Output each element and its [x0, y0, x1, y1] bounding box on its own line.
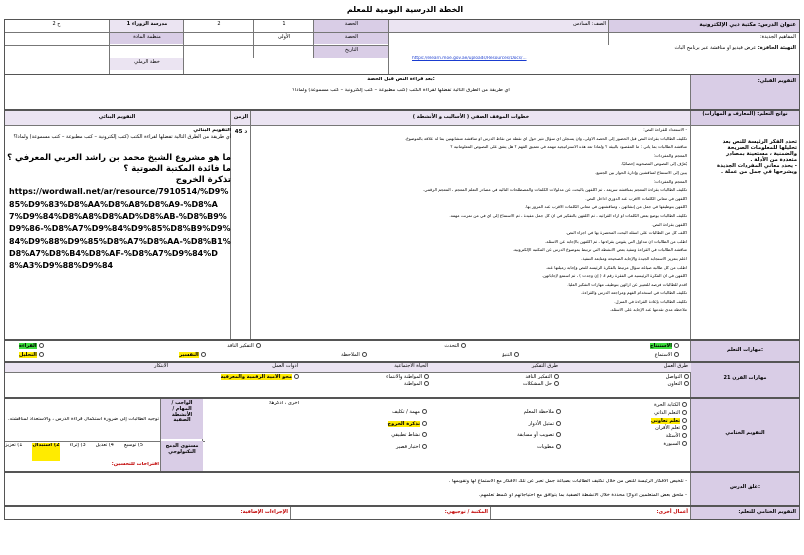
strategy-board[interactable]: السبورة — [567, 441, 687, 449]
main-table — [4, 110, 800, 340]
col-number: 2 — [217, 21, 221, 27]
intro-link[interactable]: https://elearn.moe.gov.ae/uploads/Resources/Docs/... — [412, 56, 527, 61]
level-3[interactable]: 3) إثراء — [69, 443, 86, 448]
col-header-outcomes: نواتج التعلم: (المعارف و المهارات) — [691, 111, 799, 125]
century-col3 — [303, 374, 429, 398]
time-value: 45 د — [234, 129, 248, 135]
century-col1-title: طرق العمل — [561, 363, 691, 372]
intro-text: عرض فيديو أو مناقشة عبر برنامج الباث — [674, 45, 757, 51]
skill-reading[interactable]: القراءة — [19, 343, 44, 352]
outcome-line: - يحدد معاني المفردات الجديدة — [717, 163, 797, 170]
period-value: الأولى — [277, 34, 291, 40]
level-5[interactable]: 5) توسيع — [123, 443, 144, 448]
formative-q2: ما فائدة المكتبة الصوتية ؟ — [123, 164, 231, 175]
footer-col2: أعمال أخرى: — [656, 509, 688, 515]
level-2[interactable]: 2) استبدال — [32, 443, 59, 461]
closure-line2: - ملحق بعض المتعلمين أدوارًا محددة خلال الأنشطة الصفية بما يتوافق مع احتياجاتهم أو كنمط تعلمهم. — [478, 493, 687, 498]
century-communication[interactable]: التواصل — [563, 374, 689, 381]
week-value: 1 — [282, 21, 286, 27]
century-col4 — [173, 374, 299, 398]
century-problem-solving[interactable]: حل المشكلات — [433, 381, 559, 388]
steps-list — [255, 128, 687, 338]
step-line: أقدم للطالبات فرصة للتعبير عن آرائهن بتوظيف مهارات التفكير العليا. — [567, 282, 687, 287]
strategy-competition[interactable]: تصويب أو مسابقة — [431, 430, 561, 442]
strategy-teacher-obs[interactable]: ملاحظة المعلم — [431, 407, 561, 419]
strategy-self-learning[interactable]: التعلم الذاتي — [567, 410, 687, 418]
step-line: أكلفهن في أن الفكرة الرئيسية في الفقرة رقم 3 ( إن وجدت ) ، ثم أستمع لإجاباتهن. — [541, 274, 687, 279]
strategy-questions[interactable]: الأسئلة — [567, 433, 687, 441]
strategies-other: أخرى ، اذكرها: — [268, 401, 299, 406]
strategy-cooperative[interactable]: تعلم تعاوني — [567, 418, 687, 426]
level-1[interactable]: 1) تعزيز — [5, 443, 23, 448]
strategy-task[interactable]: مهمة / تكليف — [299, 407, 427, 419]
footer-col3: المكتبة / توجيهي: — [444, 509, 488, 515]
header-table — [4, 19, 800, 77]
closure-line1: - تلخيص الأفكار الرئيسة للنص من خلال تكليف الطالبات بصياغة جمل تعبر عن تلك الأفكار مع الاستماع لها وتقويمها . — [448, 479, 687, 484]
century-col3-title: الحياة الاجتماعية — [301, 363, 431, 372]
step-line: تكليف الطالبات بإعادة القراءة في المنزل. — [614, 299, 687, 304]
col-header-time: الزمن — [231, 111, 251, 125]
skill-listening[interactable]: الاستماع — [655, 352, 679, 361]
century-cooperation[interactable]: التعاون — [563, 381, 689, 388]
new-concepts-label: المفاهيم الجديدة: — [759, 34, 796, 40]
col-header-steps: خطوات الموقف الصفي ( الأساليب و الأنشطة ) — [251, 111, 691, 125]
week-label: الحصة — [314, 20, 389, 32]
skills-row1 — [19, 343, 679, 352]
step-line: تكليف الطالبات بوضع بعض الكلمات أو آراء القرائية ، ثم أكلفهن بالتفكير في أن كل جمل مفيدة ، ثم الاستماع إلى أي في من تمرنت مهمة. — [449, 213, 687, 218]
pre-reading-text: أي طريقة من الطرق التالية تفضلها لقراءة الكتب (كتب مطبوعة – كتب إلكترونية – كتب مسموعة) ولماذا؟ — [292, 88, 510, 93]
outcomes-list — [693, 139, 797, 229]
formative-url[interactable]: https://wordwall.net/ar/resource/7910514/%D9%85%D9%83%D8%AA%D8%A8%D8%A9-%D8%A7%D9%84%D8%A8%D8%AD%D8%AB-%D8%B9%D9%86-%D8%A7%D9%84%D9%85%D8%B9%D9%84%D9%88%D9%85%D8%A7%D8%AA-%D8%B1%D8%A7%D8%B4%D8%AF-%D8%A7%D9%84%D8%A3%D9%88%D9%84 — [9, 187, 231, 271]
level-4[interactable]: 4) تعديل — [95, 443, 114, 448]
step-line: مناقشة الطالبات بما يأتي : ما المقصود بالبيئة ؟ ولماذا تعد هذه الاستراتيجية مهمة في تعميق الفهم ؟ هل يتفق على النصوص المعلوماتية ؟ — [450, 145, 687, 150]
steps-ul — [255, 128, 687, 317]
closure-row — [4, 472, 800, 506]
skills-row — [4, 340, 800, 362]
subject-label: منظمة المادة — [110, 33, 184, 44]
pre-eval-row — [4, 74, 800, 110]
pre-eval-label: التقويم القبلي: — [691, 75, 799, 110]
step-line: أطلب من الطالبات أن تتداول التي يقومن بقراءتها ، ثم أكلفهن بالإجابة عن الأسئلة. — [544, 239, 687, 244]
homework-title: الواجب / المهام / الأنشطة الصفية — [161, 399, 203, 439]
skill-speaking[interactable]: التحدث — [444, 343, 466, 352]
footer-col4: الإجراءات الإضافية: — [240, 509, 288, 515]
century-digital-literacy[interactable]: محو الأمية الرقمية والمعرفية — [173, 374, 299, 381]
skill-prediction[interactable]: التنبؤ — [502, 352, 519, 361]
skill-interpretation[interactable]: التفسير — [179, 352, 205, 361]
step-line: المعجم والمفردات: — [653, 179, 687, 184]
century-row — [4, 362, 800, 398]
period-label: الحصة — [314, 33, 389, 44]
step-line: أكلفهن في معاني الكلمات الأقرب عند الدوري اداخل النص. — [585, 196, 687, 201]
outcome-line: تحدد الفكر الرئيسة للنص بعد — [722, 139, 797, 145]
intro-label: التهيئة الحافزة: — [757, 45, 796, 51]
skill-inference[interactable]: الاستنتاج — [650, 343, 679, 352]
homework-text: توجيه الطالبات إلى ضرورة استكمال قراءة الدرس ، والاستعداد لمناقشته. — [7, 417, 159, 422]
century-critical[interactable]: التفكير الناقد — [433, 374, 559, 381]
strategies-col3 — [299, 407, 427, 469]
step-line: أكلف كل من الطالبات على أسئلة البحث المحضرة بها في أجزاء النص. — [565, 231, 687, 236]
formative-q3: تذكرة الخروج — [175, 175, 231, 186]
strategy-folds[interactable]: مطويات — [431, 442, 561, 454]
school-name: مدرسة الزوراء 1 — [110, 20, 184, 32]
skills-label: مهارات التعلم: — [691, 341, 799, 362]
skill-critical-thinking[interactable]: التفكير الناقد — [227, 343, 261, 352]
skills-row2 — [19, 352, 679, 361]
century-col4-title: أدوات العمل — [171, 363, 301, 372]
skill-analysis[interactable]: التحليل — [19, 352, 44, 361]
page-title: الخطة الدرسية اليومية للمعلم — [346, 5, 464, 14]
intro-row — [399, 45, 799, 55]
date-label: التاريخ — [314, 46, 389, 58]
century-col5-title: الابتكار — [4, 363, 171, 372]
step-line: - الاستعداد للقراءة النص: — [643, 128, 687, 132]
strategy-role-play[interactable]: تمثيل الأدوار — [431, 419, 561, 431]
col-header-evaluation: التقويم البنائي — [4, 111, 231, 125]
improvement-note: اقتراحات للتحسين: — [111, 462, 159, 467]
formative-title: التقويم البنائي — [193, 128, 231, 133]
strategy-quiz[interactable]: اختبار قصير — [299, 442, 427, 454]
strategies-row — [4, 398, 800, 472]
step-line: المعجم والمفردات: — [653, 153, 687, 158]
outcome-line: والضمنية ، مستعينة بمصادر — [726, 151, 797, 158]
century-col1 — [563, 374, 689, 398]
lesson-title: عنوان الدرس: مكتبة دبي الإلكترونية — [609, 20, 799, 32]
formative-eval — [7, 128, 231, 338]
century-citizenship-2[interactable]: المواطنة — [303, 381, 429, 388]
skill-observation[interactable]: الملاحظة — [341, 352, 367, 361]
century-col2-title: طرق التفكير — [431, 363, 561, 372]
step-line: ملاحظة مدى تقدمها عند الإجابة على الأسئلة. — [609, 308, 687, 313]
footer-col1: التقويم الختامي للتعلم: — [691, 507, 799, 520]
plan-label: خطة الرملي — [110, 58, 184, 70]
strategy-free-writing[interactable]: الكتابة الحرة — [567, 402, 687, 410]
strategy-applied[interactable]: نشاط تطبيقي — [299, 430, 427, 442]
school-sub: ح 2 — [52, 21, 61, 27]
formative-intro: أي طريقة من الطرق التالية تفضلها لقراءة الكتب (كتب إلكترونية – كتب مطبوعة – كتب مسموعة) ولماذا؟ — [13, 133, 231, 140]
levels-list — [5, 443, 159, 461]
step-line: مناقشة الطالبات في القراءة وتنفيذ بعض الأنشطة التي ترتبط بموضوع الدرس عن المكتبة الإلكترونية. — [512, 248, 687, 253]
step-line: أعلم بتعزيز الاستجابة الجيدة والإجابة الصحيحة ومتابعة التنفيذ. — [581, 256, 687, 261]
step-line: يُعرّف إلى النصوص المصحوبة إحصائيًا. — [620, 162, 687, 167]
step-line: تكليف الطالبات في استخدام الفهم ومراجعة الدرس والقراءة. — [581, 291, 687, 296]
outcome-line: ويشرحها في جمل من عملة . — [720, 169, 797, 176]
outcome-line: متعددة من الأدلة . — [750, 157, 797, 164]
step-line: أطلب من كل طالبة صياغة سؤال مرتبط بالفكرة الرئيسة للنص وإجابة زميلتها عنه. — [545, 265, 687, 270]
century-label: مهارات القرن 21 — [691, 363, 799, 398]
strategies-col2 — [431, 407, 561, 469]
formative-q1: ما هو مشروع الشيخ محمد بن راشد العربي المعرفي ؟ — [7, 152, 231, 163]
step-line: تكليف الطالبات بقراءة النص قبل الحضور إلى الحصة الأولى، وأن يسجلن أي سؤال تثير حول أي نقطة من نقاط الدرس أو مناقشة منشابهتين بما له علاقة بالموضوع. — [404, 136, 687, 141]
unit-label: الصف: السادس — [389, 20, 609, 32]
step-line: أكلفهن بتوظيفها في جمل من إنشائهن ، ومناقشتهن في معاني الكلمات الأقرب عند المرور بها. — [524, 205, 687, 210]
century-citizenship[interactable]: المواطنة والانتماء — [303, 374, 429, 381]
outcome-line: تحليلها للمعلومات الصريحة — [727, 145, 797, 152]
strategy-exit-ticket[interactable]: تذكرة الخروج — [299, 419, 427, 431]
strategies-col1 — [567, 402, 687, 472]
pre-reading-title: بعد قراءة النص قبل الحصة: — [367, 77, 435, 82]
closure-label: غلق الدرس: — [691, 473, 799, 506]
levels-label: مستوى الدمج التكنولوجي — [161, 441, 203, 472]
step-line: تكليف الطالبات بقراءة المعجم بمناقشة سريعة ، ثم أكلفهن بالبحث عن مدلولات الكلمات والمصطلحات التالية في مصادر التعلم المعجم ، المعجم الرقمي. — [422, 188, 687, 193]
century-col2 — [433, 374, 559, 398]
step-line: يبين إلى الاستماع لمناقشين وإدارة الحوار بين الجميع. — [595, 170, 687, 175]
strategy-peer[interactable]: تعلم الأقران — [567, 425, 687, 433]
step-line: أكلفهن بقراءة النص. — [651, 222, 687, 227]
footer-row — [4, 506, 800, 520]
strategies-label: التقويم الختامي — [691, 399, 799, 472]
